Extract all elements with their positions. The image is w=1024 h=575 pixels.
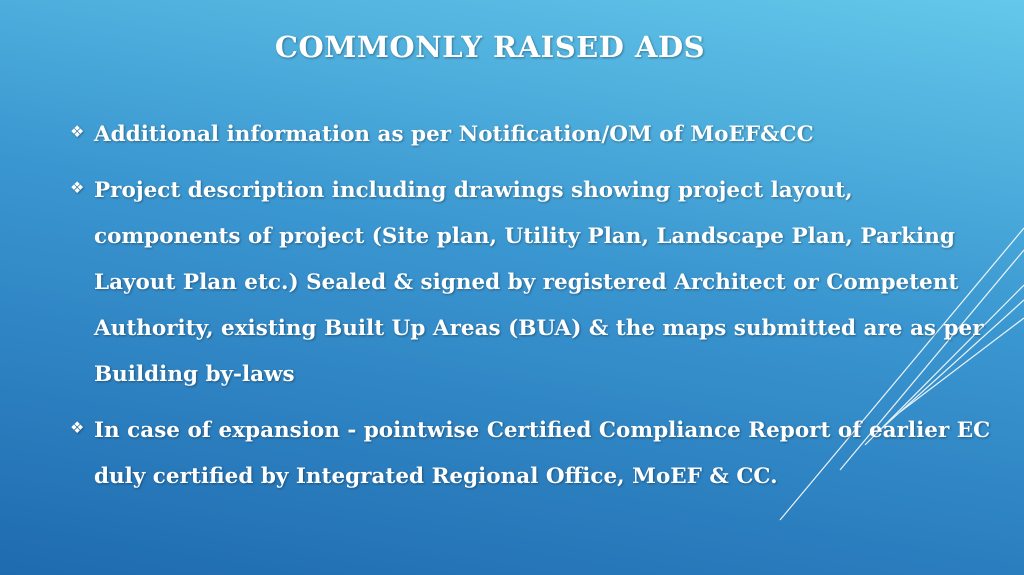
diamond-star-bullet-icon: ❖ [70, 178, 85, 197]
bullet-text: In case of expansion - pointwise Certified Compliance Report of earlier EC duly certified by Integrated Regional Office, MoEF & CC. [94, 418, 991, 489]
bullet-item [70, 112, 1005, 158]
bullet-list [70, 112, 1005, 510]
diamond-star-bullet-icon: ❖ [70, 122, 85, 141]
bullet-item [70, 168, 1005, 398]
bullet-item [70, 408, 1005, 500]
slide-title: COMMONLY RAISED ADS [274, 30, 706, 64]
diamond-star-bullet-icon: ❖ [70, 418, 85, 437]
bullet-text: Project description including drawings showing project layout, components of project (Site plan, Utility Plan, Landscape Plan, Parking Layout Plan etc.) Sealed & signed by registered Architect or Competent Authority, existing Built Up Areas (BUA) & the maps submitted are as per Building by-laws [94, 178, 984, 387]
bullet-text: Additional information as per Notification/OM of MoEF&CC [94, 122, 814, 147]
